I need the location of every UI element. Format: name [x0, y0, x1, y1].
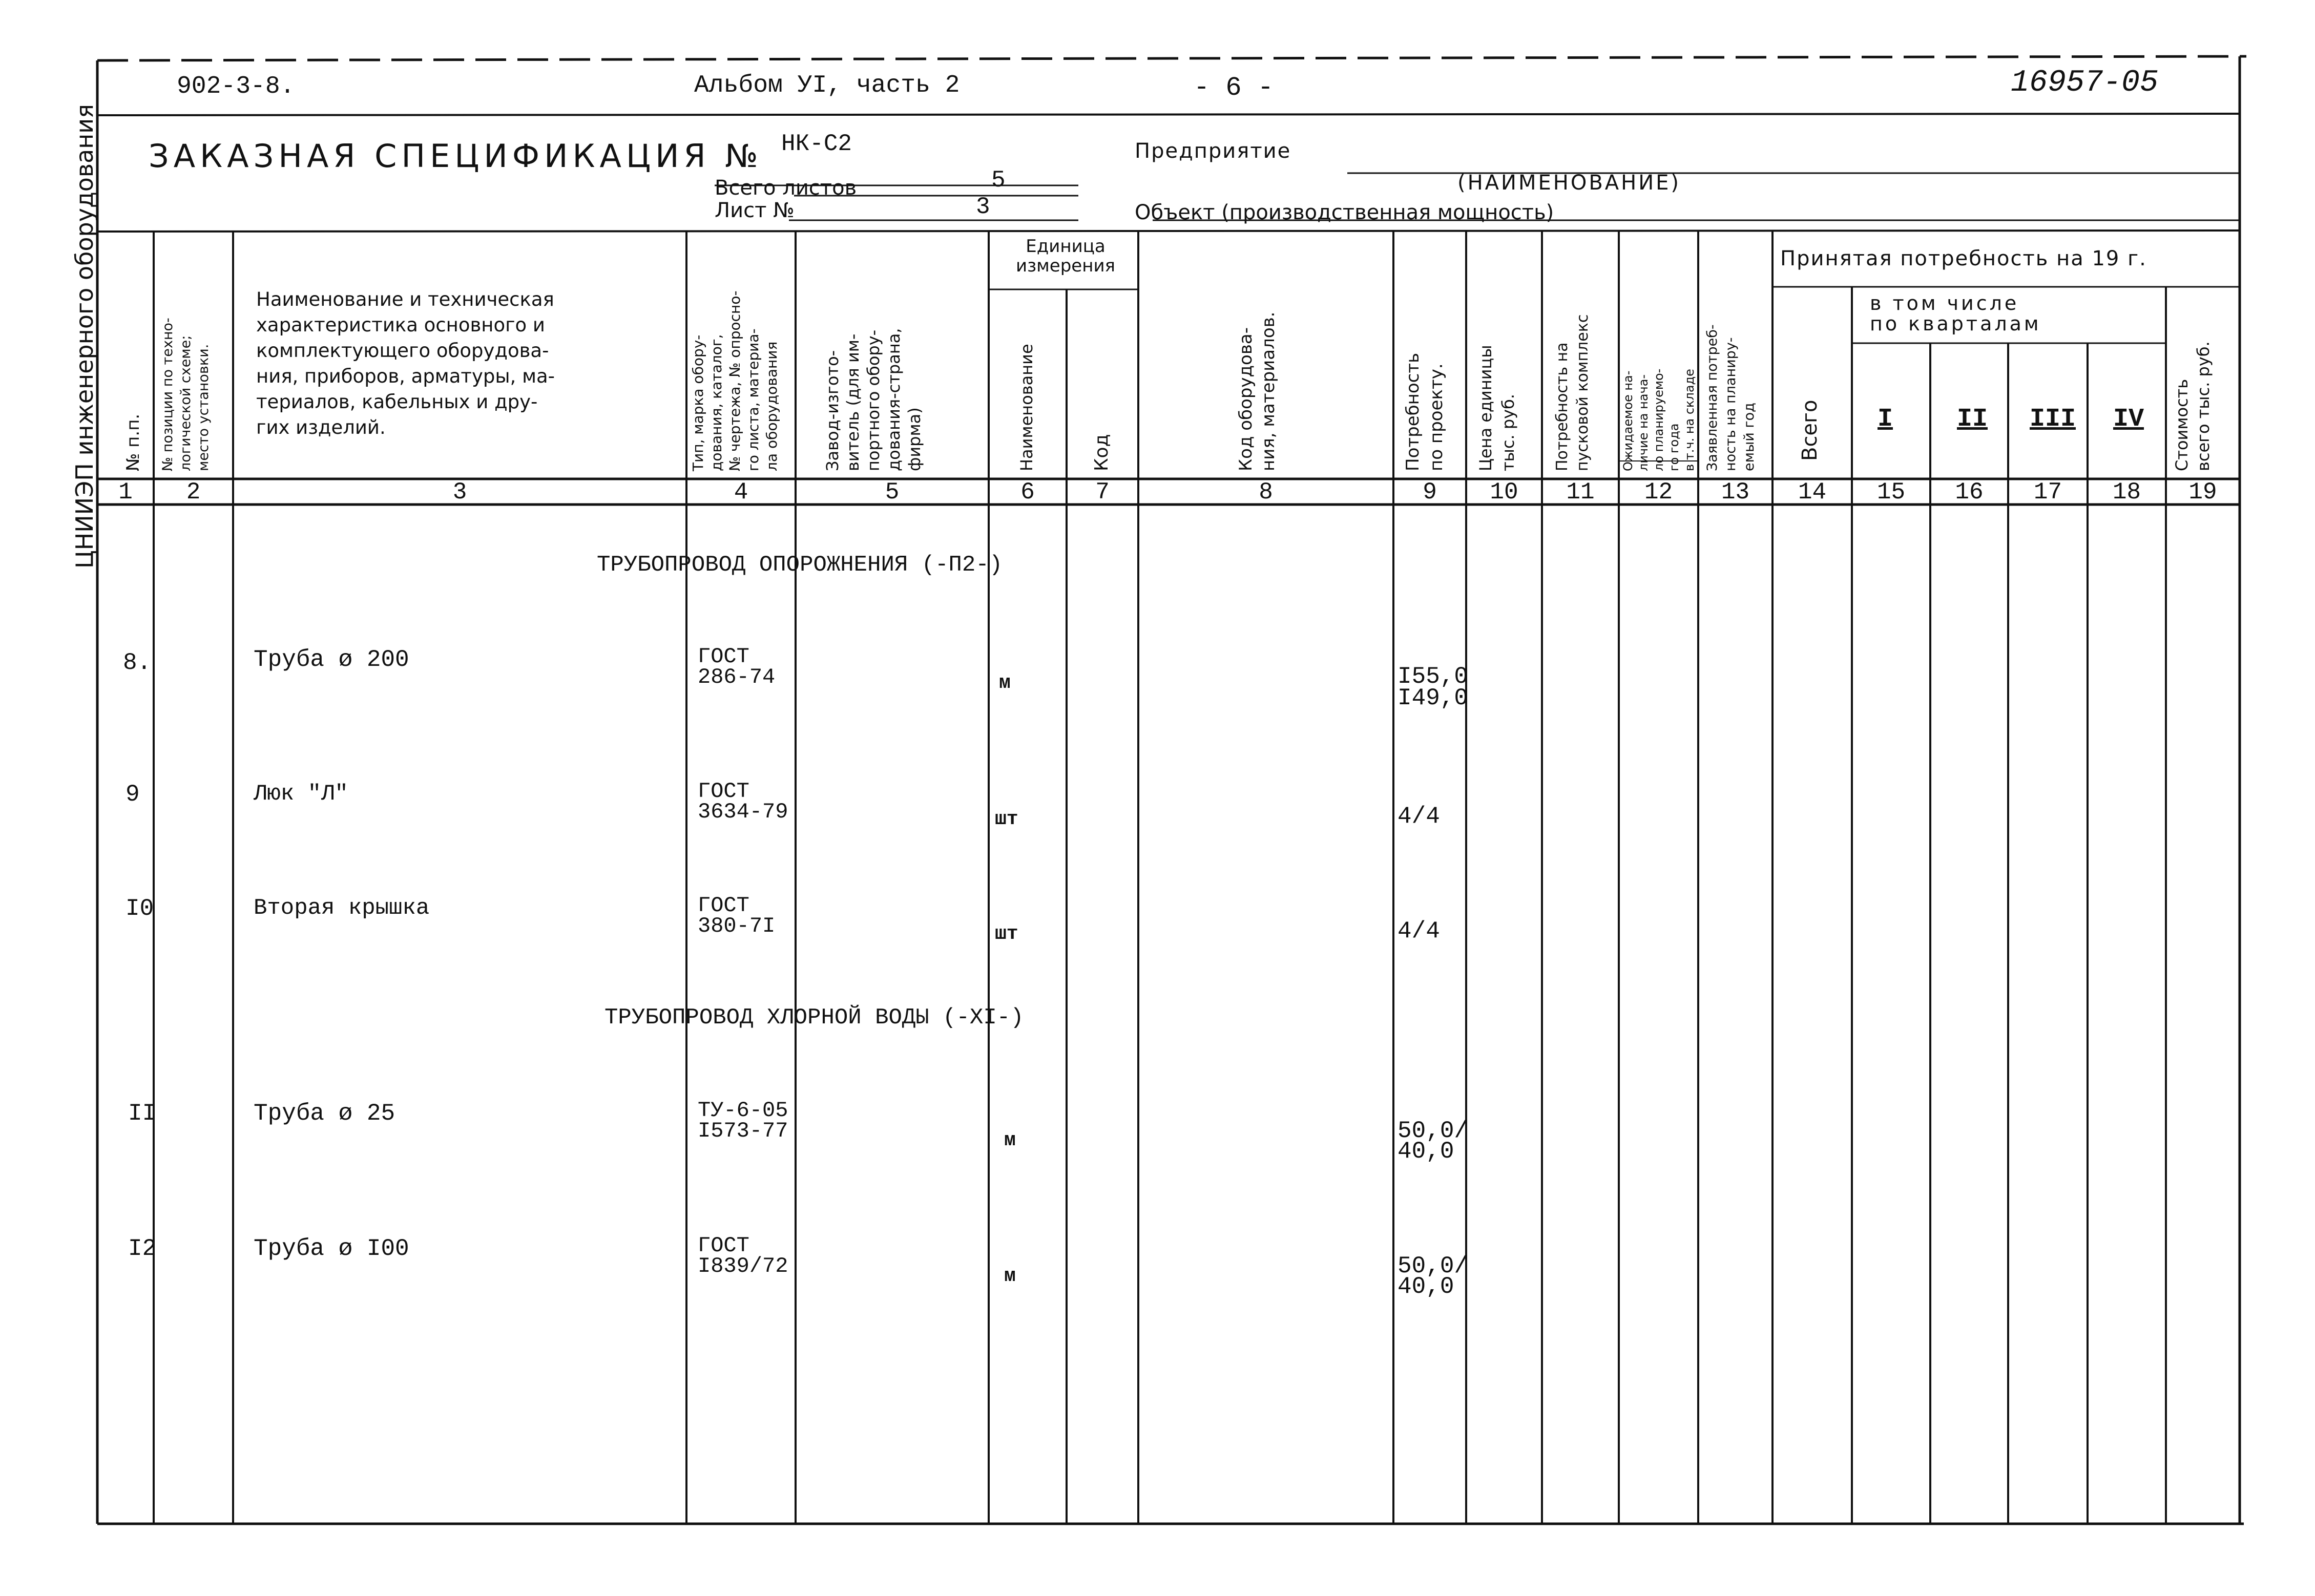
col-header-11: Потребность на пусковой комплекс [1553, 314, 1592, 471]
col-header-16: II [1957, 405, 1988, 434]
row-number: 8. [123, 649, 152, 676]
col-header-6: Наименование [1017, 344, 1036, 471]
col-header-1: № п.п. [123, 413, 143, 471]
col-number-12: 12 [1644, 479, 1673, 506]
col-header-19: Стоимость всего тыс. руб. [2172, 341, 2213, 471]
col-number-2: 2 [186, 479, 201, 506]
item-standard: ГОСТ I839/72 [698, 1233, 788, 1278]
col-number-10: 10 [1490, 479, 1518, 506]
col-header-7: Код [1091, 434, 1112, 471]
col-header-5: Завод-изгото- витель (для им- портного обору- дования-страна, фирма) [823, 328, 924, 471]
object-label: Объект (производственная мощность) [1135, 201, 1554, 224]
item-quantity: 4/4 [1398, 803, 1440, 830]
item-unit: шт [995, 808, 1018, 830]
row-number: 9 [126, 781, 140, 808]
form-title: ЗАКАЗНАЯ СПЕЦИФИКАЦИЯ № [149, 137, 763, 175]
col-number-3: 3 [452, 479, 467, 506]
col-number-14: 14 [1798, 479, 1827, 506]
col-number-18: 18 [2112, 479, 2141, 506]
col-number-4: 4 [734, 479, 748, 506]
side-stamp: ЦНИИЭП инженерного оборудования [71, 104, 98, 569]
col-number-11: 11 [1566, 479, 1595, 506]
col-header-17: III [2030, 405, 2076, 434]
section-title: ТРУБОПРОВОД ОПОРОЖНЕНИЯ (-П2-) [597, 552, 1003, 578]
item-quantity: I55,0 I49,0 [1398, 663, 1469, 711]
total-sheets-label: Всего листов [715, 176, 857, 200]
row-number: I2 [128, 1235, 157, 1262]
item-unit: шт [995, 923, 1018, 945]
item-name: Труба ø 25 [254, 1100, 395, 1127]
sheet-code: 902-3-8. [177, 73, 295, 100]
sheet-number-label: Лист № [715, 199, 795, 222]
col-number-15: 15 [1876, 479, 1906, 506]
item-quantity: 50,0/ 40,0 [1398, 1118, 1469, 1165]
album-label: Альбом УI, часть 2 [694, 72, 960, 99]
item-unit: м [1004, 1129, 1016, 1151]
col-number-1: 1 [118, 479, 133, 506]
col-number-9: 9 [1423, 479, 1437, 506]
page-number: - 6 - [1194, 73, 1274, 103]
col-number-8: 8 [1259, 479, 1273, 506]
col-header-12: Ожидаемое на- личие на нача- ло планируемо- го года в т.ч. на складе [1621, 368, 1697, 471]
item-name: Люк "Л" [254, 781, 348, 807]
item-unit: м [999, 672, 1011, 694]
col-header-2: № позиции по техно- логической схеме; место установки. [160, 318, 212, 471]
item-name: Труба ø 200 [254, 646, 409, 673]
item-standard: ТУ-6-05 I573-77 [698, 1098, 788, 1143]
spec-number: НК-С2 [781, 131, 852, 157]
enterprise-label: Предприятие [1135, 139, 1291, 163]
col-header-3: Наименование и техническая характеристика основного и комплектующего оборудова- ния, приборов, арматуры, ма- териалов, кабельных и дру- гих изделий. [256, 288, 555, 438]
row-number: II [128, 1100, 157, 1127]
col-number-13: 13 [1721, 479, 1750, 506]
col-number-7: 7 [1095, 479, 1110, 506]
item-name: Труба ø I00 [254, 1235, 409, 1262]
col-number-16: 16 [1955, 479, 1984, 506]
section-title: ТРУБОПРОВОД ХЛОРНОЙ ВОДЫ (-ХI-) [604, 1005, 1024, 1031]
col-header-14: Всего [1798, 400, 1822, 461]
col-number-6: 6 [1020, 479, 1035, 506]
item-standard: ГОСТ 3634-79 [698, 779, 788, 824]
col-header-15: I [1878, 405, 1893, 434]
item-standard: ГОСТ 286-74 [698, 644, 776, 689]
col-header-8: Код оборудова- ния, материалов. [1236, 311, 1279, 471]
item-quantity: 50,0/ 40,0 [1398, 1253, 1469, 1300]
col-header-13: Заявленная потреб- ность на планиру- емый год [1704, 324, 1757, 471]
accepted-need-header: Принятая потребность на 19 г. [1780, 247, 2147, 270]
total-sheets-value: 5 [991, 167, 1006, 194]
col-number-19: 19 [2188, 479, 2217, 506]
name-caption: (НАИМЕНОВАНИЕ) [1457, 171, 1681, 195]
item-standard: ГОСТ 380-7I [698, 893, 776, 938]
sheet-number-value: 3 [976, 194, 990, 220]
col-number-5: 5 [885, 479, 900, 506]
row-number: I0 [126, 895, 154, 922]
col-header-9: Потребность по проекту. [1403, 352, 1447, 471]
col-number-17: 17 [2033, 479, 2062, 506]
col-header-10: Цена единицы тыс. руб. [1476, 345, 1518, 471]
item-quantity: 4/4 [1398, 918, 1440, 944]
col-header-4: Тип, марка обору- дования, каталог, № чертежа, № опросно- го листа, материа- ла оборудования [690, 290, 780, 471]
item-unit: м [1004, 1265, 1016, 1287]
col-header-18: IV [2113, 405, 2144, 434]
item-name: Вторая крышка [254, 895, 430, 921]
document-number: 16957-05 [2011, 66, 2159, 100]
unit-group-header: Единица измерения [1015, 236, 1116, 276]
quarters-caption: в том числе по кварталам [1870, 292, 2041, 335]
